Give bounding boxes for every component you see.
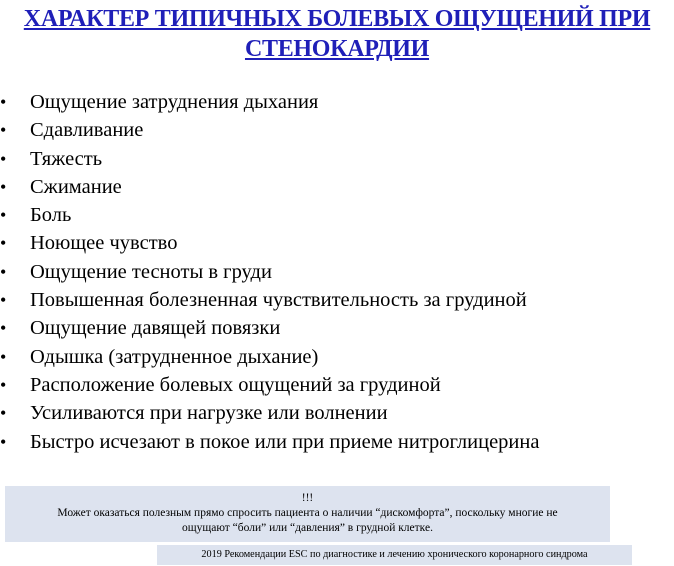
list-item-text: Тяжесть <box>30 147 103 170</box>
list-item-text: Ноющее чувство <box>30 232 178 255</box>
bullet-icon: • <box>0 92 7 112</box>
bullet-icon: • <box>0 233 7 254</box>
list-item-text: Ощущение тесноты в груди <box>30 260 272 283</box>
bullet-icon: • <box>0 403 7 424</box>
bullet-icon: • <box>0 176 7 197</box>
list-item-text: Сдавливание <box>30 119 144 142</box>
bullet-icon: • <box>0 431 7 452</box>
list-item-text: Боль <box>30 204 72 227</box>
page-title-line-1: ХАРАКТЕР ТИПИЧНЫХ БОЛЕВЫХ ОЩУЩЕНИЙ ПРИ <box>23 6 651 32</box>
source-citation: 2019 Рекомендации ESC по диагностике и лечению хронического коронарного синдрома <box>157 545 632 565</box>
list-item-text: Ощущение давящей повязки <box>30 317 281 340</box>
bullet-icon: • <box>0 261 7 282</box>
list-item-text: Одышка (затрудненное дыхание) <box>30 345 319 368</box>
bullet-icon: • <box>0 346 7 367</box>
list-item-text: Ощущение затруднения дыхания <box>30 91 319 113</box>
page-title-line-2: СТЕНОКАРДИИ <box>244 36 430 62</box>
bullet-icon: • <box>0 374 7 395</box>
note-exclamation: !!! <box>301 492 314 504</box>
list-item-text: Усиливаются при нагрузке или волнении <box>30 402 388 425</box>
bullet-icon: • <box>0 290 7 311</box>
bullet-icon: • <box>0 205 7 226</box>
list-item-text: Сжимание <box>30 175 122 198</box>
list-item-text: Повышенная болезненная чувствительность за грудиной <box>30 289 527 312</box>
bullet-icon: • <box>0 148 7 169</box>
note-box <box>5 486 610 542</box>
page-title <box>0 4 674 64</box>
bullet-icon: • <box>0 120 7 141</box>
list-item-text: Расположение болевых ощущений за грудиной <box>30 373 441 396</box>
bullet-icon: • <box>0 318 7 339</box>
note-line-1: Может оказаться полезным прямо спросить пациента о наличии “дискомфорта”, поскольку многие не <box>57 507 558 519</box>
list-item-text: Быстро исчезают в покое или при приеме нитроглицерина <box>30 430 540 453</box>
note-line-2: ощущают “боли” или “давления” в грудной клетке. <box>182 522 433 534</box>
